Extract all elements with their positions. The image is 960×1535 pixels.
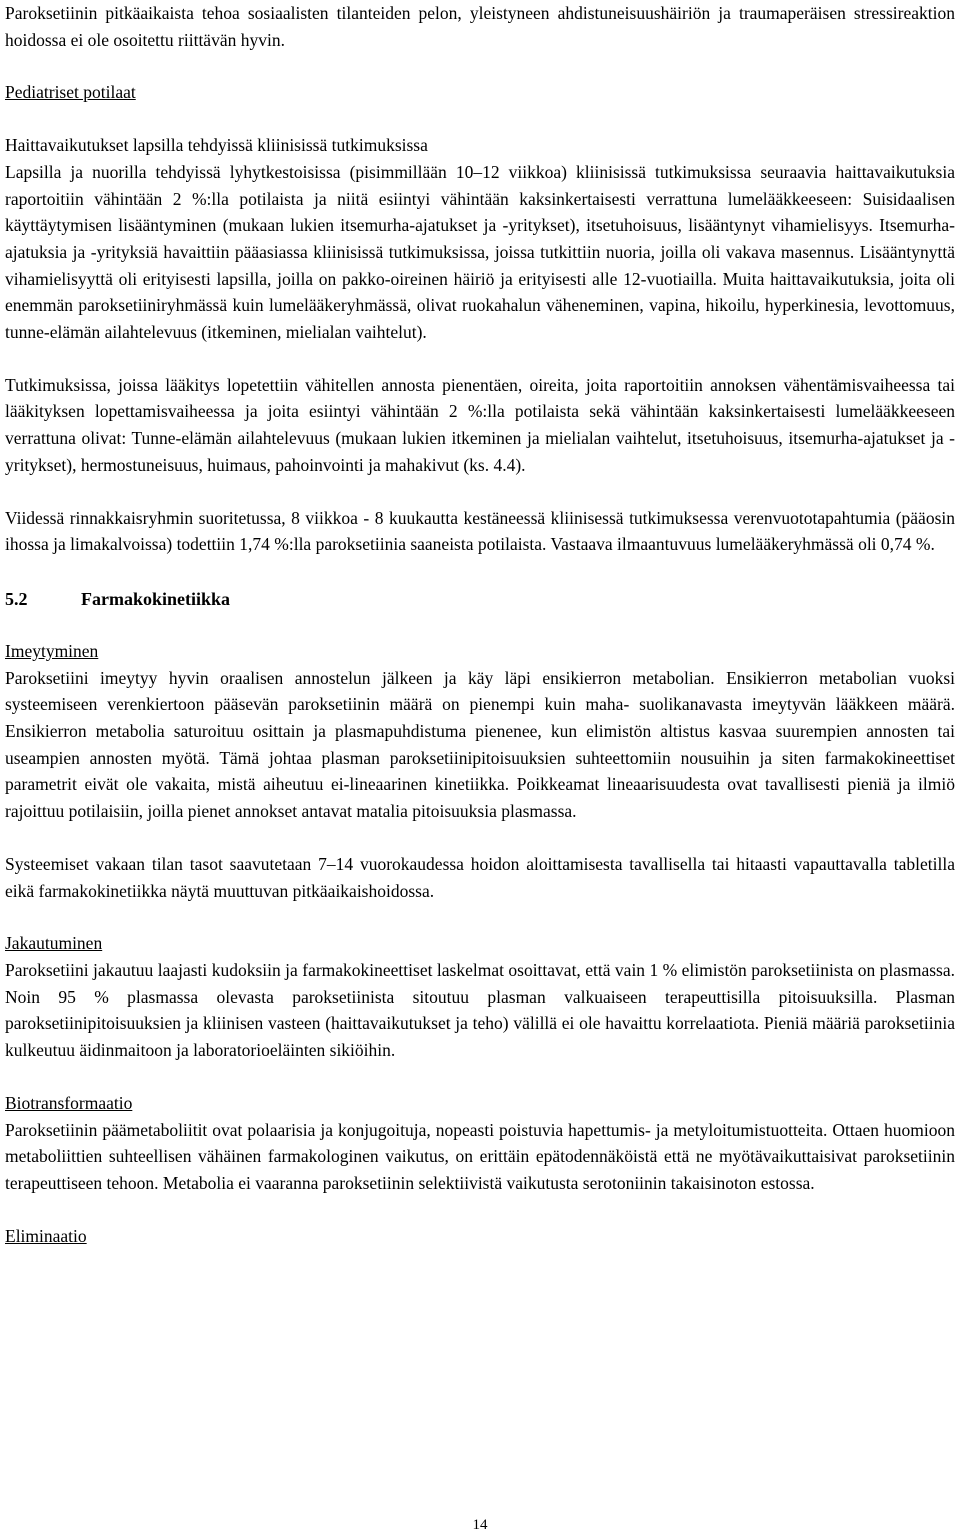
biotransformation-heading: Biotransformaatio <box>5 1092 133 1113</box>
pediatric-paragraph-3: Viidessä rinnakkaisryhmin suoritetussa, 8 viikkoa - 8 kuukautta kestäneessä kliinisessä tutkimuksessa verenvuototapahtumia (pääosin ihossa ja limakalvoissa) todettiin 1,74 %:lla paroksetiinia saaneista potilaista. Vastaava ilmaantuvuus lumelääkeryhmässä oli 0,74 %. <box>5 507 955 555</box>
section-heading <box>5 586 955 612</box>
intro-paragraph: Paroksetiinin pitkäaikaista tehoa sosiaalisten tilanteiden pelon, yleistyneen ahdistuneisuushäiriön ja traumaperäisen stressireaktion hoidossa ei ole osoitettu riittävän hyvin. <box>5 3 955 50</box>
biotransformation-paragraph: Paroksetiinin päämetaboliitit ovat polaarisia ja konjugoituja, nopeasti poistuvia hapettumis- ja metyloitumistuotteita. Ottaen huomioon metaboliittien suhteellisen vähäinen farmakologinen vaikutus, on erittäin epätodennäköistä että ne myötävaikuttaisivat paroksetiinin terapeuttiseen tehoon. Metabolia ei vaaranna paroksetiinin selektiivistä vaikutusta serotoniinin takaisinoton estossa. <box>5 1119 955 1193</box>
section-title: Farmakokinetiikka <box>81 588 231 609</box>
page-number: 14 <box>472 1517 488 1533</box>
pediatric-paragraph-1: Lapsilla ja nuorilla tehdyissä lyhytkestoisissa (pisimmillään 10–12 viikkoa) kliinisissä tutkimuksissa seuraavia haittavaikutuksia raportoitiin vähintään 2 %:lla potilaista ja niitä esiintyi vähintään kaksinkertaisesti verrattuna lumelääkkeeseen: Suisidaalisen käyttäytymisen lisääntyminen (mukaan lukien itsemurha-ajatukset ja -yritykset), itsetuhoisuus, lisääntynyt vihamielisyys. Itsemurha-ajatuksia ja -yrityksiä havaittiin pääasiassa kliinisissä tutkimuksissa, joissa tutkittiin nuoria, joilla oli vakava masennus. Lisääntynyttä vihamielisyyttä oli erityisesti lapsilla, joilla on pakko-oireinen häiriö ja erityisesti alle 12-vuotiailla. Muita haittavaikutuksia, joita oli enemmän paroksetiiniryhmässä kuin lumelääkeryhmässä, olivat ruokahalun väheneminen, vapina, hikoilu, hyperkinesia, levottomuus, tunne-elämän ailahtelevuus (itkeminen, mielialan vaihtelut). <box>5 161 955 343</box>
pediatric-subheading: Haittavaikutukset lapsilla tehdyissä kliinisissä tutkimuksissa <box>5 135 428 156</box>
absorption-heading: Imeytyminen <box>5 640 99 661</box>
distribution-heading: Jakautuminen <box>5 933 103 954</box>
document-page <box>5 0 955 1249</box>
elimination-heading: Eliminaatio <box>5 1225 87 1246</box>
absorption-paragraph-1: Paroksetiini imeytyy hyvin oraalisen annostelun jälkeen ja käy läpi ensikierron metabolian. Ensikierron metabolian vuoksi systeemiseen verenkiertoon pääsevän paroksetiinin määrä on pienempi kuin maha- suolikanavasta imeytyvän lääkkeen määrä. Ensikierron metabolia saturoituu osittain ja plasmapuhdistuma pienenee, kun elimistön altistus kasvaa suurempien annosten tai useampien annosten myötä. Tämä johtaa plasman paroksetiinipitoisuuksien suhteettomiin nousuihin ja siten farmakokineettiset parametrit eivät ole vakaita, mistä aiheutuu ei-lineaarinen kinetiikka. Poikkeamat lineaarisuudesta ovat tavallisesti pieniä ja ilmiö rajoittuu potilaisiin, joilla pienet annokset antavat matalia pitoisuuksia plasmassa. <box>5 667 955 822</box>
section-number: 5.2 <box>5 588 28 609</box>
pediatric-paragraph-2: Tutkimuksissa, joissa lääkitys lopetettiin vähitellen annosta pienentäen, oireita, joita raportoitiin annoksen vähentämisvaiheessa tai lääkityksen lopettamisvaiheessa ja joita esiintyi vähintään 2 %:lla potilaista sekä vähintään kaksinkertaisesti lumelääkkeeseen verrattuna olivat: Tunne-elämän ailahtelevuus (mukaan lukien itkeminen ja mielialan vaihtelut, itsetuhoisuus, itsemurha-ajatukset ja -yritykset), hermostuneisuus, huimaus, pahoinvointi ja mahakivut (ks. 4.4). <box>5 374 955 475</box>
distribution-paragraph: Paroksetiini jakautuu laajasti kudoksiin ja farmakokineettiset laskelmat osoittavat, että vain 1 % elimistön paroksetiinista on plasmassa. Noin 95 % plasmassa olevasta paroksetiinista sitoutuu plasman valkuaiseen terapeuttisilla pitoisuuksilla. Plasman paroksetiinipitoisuuksien ja kliinisen vasteen (haittavaikutukset ja teho) välillä ei ole havaittu korrelaatiota. Pieniä määriä paroksetiinia kulkeutuu äidinmaitoon ja laboratorioeläinten sikiöihin. <box>5 959 955 1061</box>
pediatric-heading: Pediatriset potilaat <box>5 82 136 103</box>
absorption-paragraph-2: Systeemiset vakaan tilan tasot saavutetaan 7–14 vuorokaudessa hoidon aloittamisesta tavallisella tai hitaasti vapauttavalla tabletilla eikä farmakokinetiikka näytä muuttuvan pitkäaikaishoidossa. <box>5 853 955 901</box>
